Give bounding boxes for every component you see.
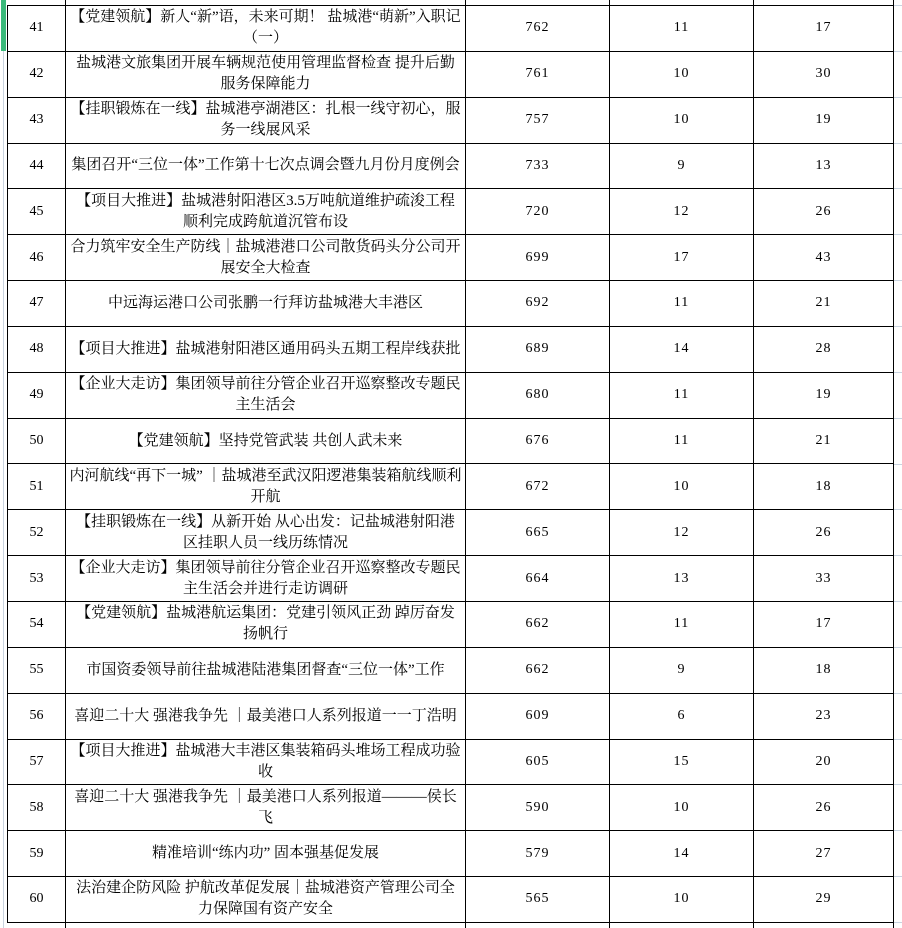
title-cell[interactable]: 合力筑牢安全生产防线｜盐城港港口公司散货码头分公司开展安全大检查 xyxy=(66,235,466,281)
table-border-stub-bottom xyxy=(609,922,610,928)
title-cell[interactable]: 【挂职锻炼在一线】盐城港亭湖港区：扎根一线守初心，服务一线展风采 xyxy=(66,97,466,143)
metric-3-cell[interactable]: 26 xyxy=(754,189,894,235)
metric-3-cell[interactable]: 19 xyxy=(754,372,894,418)
metric-2-cell[interactable]: 11 xyxy=(610,6,754,52)
metric-3-cell[interactable]: 26 xyxy=(754,510,894,556)
metric-1-cell[interactable]: 680 xyxy=(466,372,610,418)
metric-3-cell[interactable]: 21 xyxy=(754,418,894,464)
table-row xyxy=(8,281,894,327)
row-number-cell[interactable]: 54 xyxy=(8,601,66,647)
metric-1-cell[interactable]: 579 xyxy=(466,831,610,877)
table-row xyxy=(8,647,894,693)
metric-2-cell[interactable]: 6 xyxy=(610,693,754,739)
table-row xyxy=(8,464,894,510)
metric-3-cell[interactable]: 19 xyxy=(754,97,894,143)
metric-3-cell[interactable]: 18 xyxy=(754,647,894,693)
metric-1-cell[interactable]: 565 xyxy=(466,877,610,923)
metric-1-cell[interactable]: 672 xyxy=(466,464,610,510)
table-border-stub-top xyxy=(465,0,466,5)
title-cell[interactable]: 【企业大走访】集团领导前往分管企业召开巡察整改专题民主生活会并进行走访调研 xyxy=(66,556,466,602)
metric-2-cell[interactable]: 11 xyxy=(610,281,754,327)
sheet-gridline-right-stub xyxy=(894,693,902,694)
row-number-cell[interactable]: 48 xyxy=(8,326,66,372)
metric-1-cell[interactable]: 662 xyxy=(466,647,610,693)
row-number-cell[interactable]: 43 xyxy=(8,97,66,143)
articles-table xyxy=(7,5,894,923)
sheet-gridline-left xyxy=(3,0,4,928)
row-number-cell[interactable]: 50 xyxy=(8,418,66,464)
metric-1-cell[interactable]: 761 xyxy=(466,51,610,97)
row-number-cell[interactable]: 42 xyxy=(8,51,66,97)
title-cell[interactable]: 【项目大推进】盐城港大丰港区集装箱码头堆场工程成功验收 xyxy=(66,739,466,785)
metric-3-cell[interactable]: 30 xyxy=(754,51,894,97)
row-number-cell[interactable]: 49 xyxy=(8,372,66,418)
metric-3-cell[interactable]: 27 xyxy=(754,831,894,877)
metric-3-cell[interactable]: 18 xyxy=(754,464,894,510)
sheet-gridline-right-stub xyxy=(894,922,902,923)
row-number-cell[interactable]: 59 xyxy=(8,831,66,877)
metric-2-cell[interactable]: 10 xyxy=(610,464,754,510)
table-row xyxy=(8,601,894,647)
row-number-cell[interactable]: 56 xyxy=(8,693,66,739)
title-cell[interactable]: 【党建领航】新人“新”语，未来可期！ 盐城港“萌新”入职记（一） xyxy=(66,6,466,52)
title-cell[interactable]: 【项目大推进】盐城港射阳港区3.5万吨航道维护疏浚工程顺利完成跨航道沉管布设 xyxy=(66,189,466,235)
table-row xyxy=(8,143,894,189)
sheet-gridline-right-stub xyxy=(894,830,902,831)
table-border-stub-top xyxy=(609,0,610,5)
sheet-gridline-right-stub xyxy=(894,234,902,235)
title-cell[interactable]: 【企业大走访】集团领导前往分管企业召开巡察整改专题民主生活会 xyxy=(66,372,466,418)
metric-3-cell[interactable]: 29 xyxy=(754,877,894,923)
title-cell[interactable]: 喜迎二十大 强港我争先 ｜最美港口人系列报道一一丁浩明 xyxy=(66,693,466,739)
table-row xyxy=(8,97,894,143)
row-number-cell[interactable]: 44 xyxy=(8,143,66,189)
title-cell[interactable]: 【挂职锻炼在一线】从新开始 从心出发：记盐城港射阳港区挂职人员一线历练情况 xyxy=(66,510,466,556)
metric-3-cell[interactable]: 17 xyxy=(754,6,894,52)
table-border-stub-bottom xyxy=(65,922,66,928)
row-number-cell[interactable]: 60 xyxy=(8,877,66,923)
metric-2-cell[interactable]: 10 xyxy=(610,785,754,831)
metric-2-cell[interactable]: 17 xyxy=(610,235,754,281)
metric-1-cell[interactable]: 676 xyxy=(466,418,610,464)
row-number-cell[interactable]: 47 xyxy=(8,281,66,327)
table-row xyxy=(8,693,894,739)
title-cell[interactable]: 【党建领航】坚持党管武装 共创人武未来 xyxy=(66,418,466,464)
table-border-stub-bottom xyxy=(753,922,754,928)
metric-1-cell[interactable]: 757 xyxy=(466,97,610,143)
metric-1-cell[interactable]: 609 xyxy=(466,693,610,739)
metric-2-cell[interactable]: 11 xyxy=(610,372,754,418)
row-number-cell[interactable]: 58 xyxy=(8,785,66,831)
sheet-gridline-right-stub xyxy=(894,509,902,510)
row-number-cell[interactable]: 45 xyxy=(8,189,66,235)
metric-3-cell[interactable]: 23 xyxy=(754,693,894,739)
table-row xyxy=(8,235,894,281)
metric-3-cell[interactable]: 43 xyxy=(754,235,894,281)
title-cell[interactable]: 中远海运港口公司张鹏一行拜访盐城港大丰港区 xyxy=(66,281,466,327)
row-number-cell[interactable]: 46 xyxy=(8,235,66,281)
row-number-cell[interactable]: 55 xyxy=(8,647,66,693)
table-row xyxy=(8,739,894,785)
metric-2-cell[interactable]: 11 xyxy=(610,418,754,464)
sheet-gridline-right-stub xyxy=(894,876,902,877)
row-number-cell[interactable]: 52 xyxy=(8,510,66,556)
metric-3-cell[interactable]: 13 xyxy=(754,143,894,189)
metric-2-cell[interactable]: 11 xyxy=(610,601,754,647)
table-border-stub-top xyxy=(753,0,754,5)
metric-2-cell[interactable]: 10 xyxy=(610,877,754,923)
row-number-cell[interactable]: 53 xyxy=(8,556,66,602)
metric-2-cell[interactable]: 10 xyxy=(610,51,754,97)
metric-1-cell[interactable]: 689 xyxy=(466,326,610,372)
sheet-gridline-right-stub xyxy=(894,555,902,556)
metric-2-cell[interactable]: 14 xyxy=(610,326,754,372)
row-number-cell[interactable]: 51 xyxy=(8,464,66,510)
sheet-gridline-right-stub xyxy=(894,784,902,785)
table-row xyxy=(8,6,894,52)
sheet-gridline-right-stub xyxy=(894,280,902,281)
metric-3-cell[interactable]: 33 xyxy=(754,556,894,602)
metric-1-cell[interactable]: 590 xyxy=(466,785,610,831)
table-border-stub-top xyxy=(65,0,66,5)
table-row xyxy=(8,372,894,418)
sheet-gridline-right-stub xyxy=(894,647,902,648)
metric-2-cell[interactable]: 13 xyxy=(610,556,754,602)
table-row xyxy=(8,51,894,97)
sheet-gridline-right-stub xyxy=(894,97,902,98)
sheet-gridline-right-stub xyxy=(894,326,902,327)
sheet-gridline-right-stub xyxy=(894,739,902,740)
metric-1-cell[interactable]: 720 xyxy=(466,189,610,235)
table-row xyxy=(8,510,894,556)
metric-3-cell[interactable]: 28 xyxy=(754,326,894,372)
row-number-cell[interactable]: 57 xyxy=(8,739,66,785)
metric-3-cell[interactable]: 21 xyxy=(754,281,894,327)
title-cell[interactable]: 精准培训“练内功” 固本强基促发展 xyxy=(66,831,466,877)
sheet-gridline-right-stub xyxy=(894,51,902,52)
metric-1-cell[interactable]: 733 xyxy=(466,143,610,189)
metric-1-cell[interactable]: 662 xyxy=(466,601,610,647)
sheet-gridline-right-stub xyxy=(894,5,902,6)
table-row xyxy=(8,326,894,372)
metric-2-cell[interactable]: 9 xyxy=(610,647,754,693)
sheet-gridline-right-stub xyxy=(894,464,902,465)
metric-3-cell[interactable]: 17 xyxy=(754,601,894,647)
title-cell[interactable]: 【项目大推进】盐城港射阳港区通用码头五期工程岸线获批 xyxy=(66,326,466,372)
table-row xyxy=(8,418,894,464)
table-border-stub-bottom xyxy=(465,922,466,928)
title-cell[interactable]: 喜迎二十大 强港我争先 ｜最美港口人系列报道———侯长飞 xyxy=(66,785,466,831)
active-row-indicator xyxy=(1,0,6,51)
metric-3-cell[interactable]: 26 xyxy=(754,785,894,831)
title-cell[interactable]: 集团召开“三位一体”工作第十七次点调会暨九月份月度例会 xyxy=(66,143,466,189)
metric-1-cell[interactable]: 699 xyxy=(466,235,610,281)
sheet-gridline-right-stub xyxy=(894,372,902,373)
metric-1-cell[interactable]: 665 xyxy=(466,510,610,556)
metric-2-cell[interactable]: 14 xyxy=(610,831,754,877)
metric-1-cell[interactable]: 664 xyxy=(466,556,610,602)
metric-2-cell[interactable]: 10 xyxy=(610,97,754,143)
sheet-gridline-right-stub xyxy=(894,601,902,602)
title-cell[interactable]: 法治建企防风险 护航改革促发展｜盐城港资产管理公司全力保障国有资产安全 xyxy=(66,877,466,923)
metric-2-cell[interactable]: 12 xyxy=(610,189,754,235)
title-cell[interactable]: 内河航线“再下一城” ｜盐城港至武汉阳逻港集装箱航线顺利开航 xyxy=(66,464,466,510)
row-number-cell[interactable]: 41 xyxy=(8,6,66,52)
title-cell[interactable]: 市国资委领导前往盐城港陆港集团督查“三位一体”工作 xyxy=(66,647,466,693)
metric-2-cell[interactable]: 15 xyxy=(610,739,754,785)
table-row xyxy=(8,877,894,923)
title-cell[interactable]: 【党建领航】盐城港航运集团：党建引领风正劲 踔厉奋发扬帆行 xyxy=(66,601,466,647)
table-row xyxy=(8,831,894,877)
sheet-gridline-right-stub xyxy=(894,143,902,144)
metric-1-cell[interactable]: 605 xyxy=(466,739,610,785)
table-row xyxy=(8,556,894,602)
table-row xyxy=(8,189,894,235)
metric-1-cell[interactable]: 762 xyxy=(466,6,610,52)
table-row xyxy=(8,785,894,831)
metric-3-cell[interactable]: 20 xyxy=(754,739,894,785)
metric-1-cell[interactable]: 692 xyxy=(466,281,610,327)
sheet-gridline-right-stub xyxy=(894,188,902,189)
sheet-gridline-right-stub xyxy=(894,418,902,419)
title-cell[interactable]: 盐城港文旅集团开展车辆规范使用管理监督检查 提升后勤服务保障能力 xyxy=(66,51,466,97)
metric-2-cell[interactable]: 9 xyxy=(610,143,754,189)
metric-2-cell[interactable]: 12 xyxy=(610,510,754,556)
